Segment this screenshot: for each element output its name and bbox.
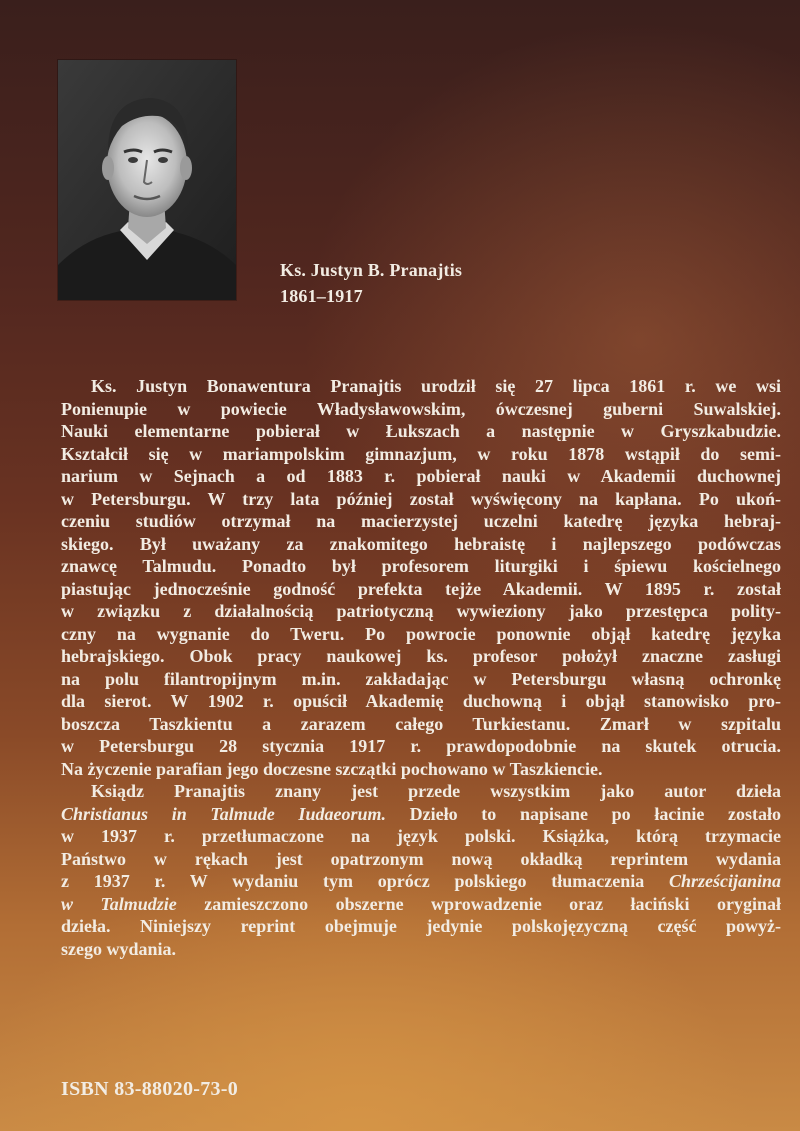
book-title-latin: Christianus in Talmude Iudaeorum. <box>61 803 386 824</box>
bio-line <box>61 870 781 893</box>
bio-line: boszcza Taszkientu a zarazem całego Turkiestanu. Zmarł w szpitalu <box>61 713 781 734</box>
bio-line: Na życzenie parafian jego doczesne szczątki pochowano w Taszkiencie. <box>61 758 603 779</box>
author-name: Ks. Justyn B. Pranajtis <box>280 260 463 280</box>
bio-line: Państwo w rękach jest opatrzonym nową okładką reprintem wydania <box>61 848 781 869</box>
bio-line <box>61 893 781 916</box>
bio-line: w Petersburgu 28 stycznia 1917 r. prawdopodobnie na skutek otrucia. <box>61 736 781 756</box>
bio-line <box>61 803 781 826</box>
bio-line: w 1937 r. przetłumaczone na język polski. Książka, którą trzymacie <box>61 826 781 846</box>
bio-text: Dzieło to napisane po łacinie zostało <box>385 803 782 824</box>
bio-line: czny na wygnanie do Tweru. Po powrocie ponownie objął katedrę języka <box>61 623 781 644</box>
bio-line: hebrajskiego. Obok pracy naukowej ks. profesor położył znaczne zasługi <box>61 646 781 666</box>
bio-line: w Petersburgu. W trzy lata później został wyświęcony na kapłana. Po ukoń- <box>61 488 781 509</box>
bio-line: na polu filantropijnym m.in. zakładając w Petersburgu własną ochronkę <box>61 668 781 689</box>
author-years: 1861–1917 <box>280 286 363 306</box>
book-title-polish-cont: w Talmudzie <box>61 893 177 914</box>
bio-line: skiego. Był uważany za znakomitego hebraistę i najlepszego podówczas <box>61 533 781 554</box>
biography-text <box>61 375 781 960</box>
bio-line: Ponienupie w powiecie Władysławowskim, ówczesnej guberni Suwalskiej. <box>61 398 781 419</box>
bio-line: znawcę Talmudu. Ponadto był profesorem liturgiki i śpiewu kościelnego <box>61 556 781 576</box>
bio-line: czeniu studiów otrzymał na macierzystej uczelni katedrę języka hebraj- <box>61 511 781 531</box>
bio-line: dla sierot. W 1902 r. opuścił Akademię duchowną i objął stanowisko pro- <box>61 691 781 711</box>
bio-line: szego wydania. <box>61 938 177 959</box>
portrait-caption <box>280 257 462 309</box>
bio-line: narium w Sejnach a od 1883 r. pobierał nauki w Akademii duchownej <box>61 466 781 486</box>
bio-line: Nauki elementarne pobierał w Łukszach a następnie w Gryszkabudzie. <box>61 421 781 441</box>
bio-paragraph-2 <box>61 780 781 960</box>
book-title-polish: Chrześcijanina <box>668 871 781 891</box>
isbn-number: ISBN 83-88020-73-0 <box>61 1078 239 1100</box>
bio-line: Ks. Justyn Bonawentura Pranajtis urodził się 27 lipca 1861 r. we wsi <box>91 376 781 396</box>
bio-line: w związku z działalnością patriotyczną wywieziony jako przestępca polity- <box>61 601 781 621</box>
author-portrait <box>58 60 236 300</box>
portrait-image <box>58 60 236 300</box>
bio-text: zamieszczono obszerne wprowadzenie oraz łaciński oryginał <box>176 893 781 914</box>
bio-text: z 1937 r. W wydaniu tym oprócz polskiego tłumaczenia <box>61 871 669 891</box>
bio-paragraph-1 <box>61 375 781 780</box>
bio-line: Ksiądz Pranajtis znany jest przede wszystkim jako autor dzieła <box>91 781 781 801</box>
bio-line: dzieła. Niniejszy reprint obejmuje jedynie polskojęzyczną część powyż- <box>61 916 781 936</box>
bio-line: Kształcił się w mariampolskim gimnazjum, w roku 1878 wstąpił do semi- <box>61 443 781 464</box>
bio-line: piastując jednocześnie godność prefekta tejże Akademii. W 1895 r. został <box>61 578 781 599</box>
